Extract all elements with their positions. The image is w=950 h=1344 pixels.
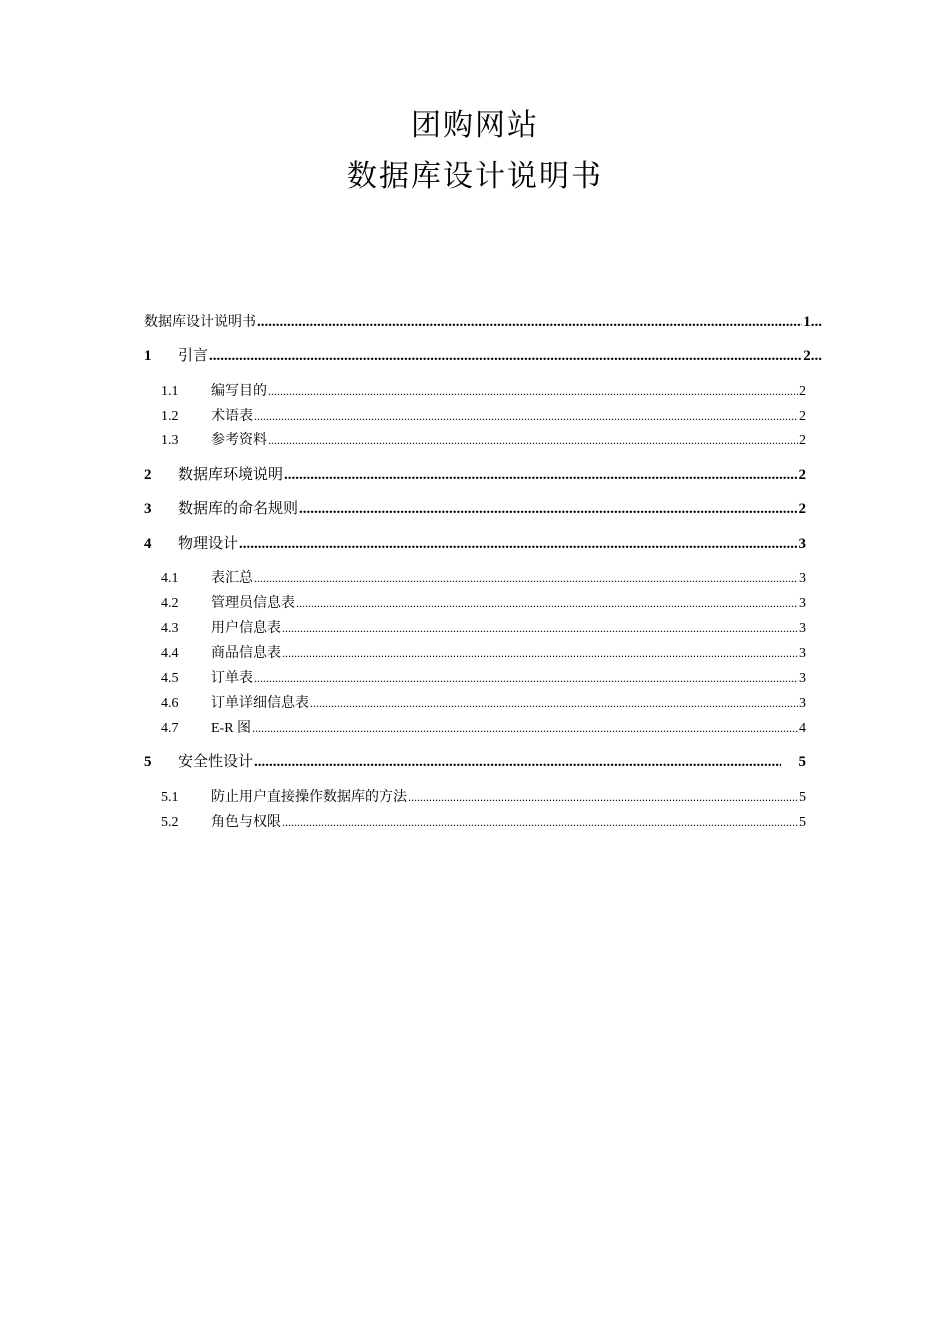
toc-entry-number: 5.2 [161,815,179,830]
toc-entry[interactable] [144,466,806,484]
toc-leader [310,694,798,713]
toc-entry-number: 3 [144,501,152,517]
toc-leader [254,407,798,426]
toc-entry[interactable] [144,500,806,518]
toc-leader [252,719,798,738]
toc-entry[interactable] [144,347,822,365]
toc-entry-label: 物理设计 [178,536,239,552]
toc-leader [254,669,798,688]
toc-entry-number: 4.2 [161,596,179,611]
toc-entry[interactable] [144,535,806,553]
toc-leader [282,644,798,663]
toc-entry[interactable] [161,569,806,588]
toc-entry-label: 数据库环境说明 [178,467,284,483]
toc-entry-page: 2 [799,384,806,399]
toc-entry[interactable] [161,619,806,638]
toc-leader [282,813,798,832]
toc-entry-label: 角色与权限 [211,815,281,830]
toc-entry-label: 表汇总 [211,571,253,586]
toc-entry[interactable] [161,594,806,613]
toc-entry-label: 术语表 [211,409,253,424]
toc-entry-label: 引言 [178,348,209,364]
toc-entry-label: 数据库设计说明书 [144,314,256,330]
toc-entry-label: 订单详细信息表 [211,696,309,711]
toc-entry-page: 3 [799,621,806,636]
toc-entry-label: 编写目的 [211,384,267,399]
toc-entry-number: 4.3 [161,621,179,636]
toc-leader [299,500,797,518]
toc-entry-label: 订单表 [211,671,253,686]
toc-entry-label: 管理员信息表 [211,596,295,611]
toc-entry[interactable] [161,788,806,807]
toc-entry-page: 3 [799,671,806,686]
toc-entry-number: 1.1 [161,384,179,399]
toc-entry-number: 5 [144,754,152,770]
document-title-line1: 团购网站 [411,108,539,143]
toc-leader [408,788,798,807]
toc-entry[interactable] [161,669,806,688]
toc-entry-number: 4.7 [161,721,179,736]
toc-entry[interactable] [161,813,806,832]
toc-leader [239,535,797,553]
toc-entry-number: 5.1 [161,790,179,805]
toc-entry-page: 3 [799,696,806,711]
toc-entry-page: 3 [798,536,806,552]
toc-entry-page: 2 [799,409,806,424]
toc-entry-page: 3 [799,571,806,586]
toc-entry-page: 2 [798,467,806,483]
document-title-line2: 数据库设计说明书 [347,159,603,194]
toc-entry-label: 防止用户直接操作数据库的方法 [211,790,407,805]
toc-entry-label: E-R 图 [211,721,252,736]
toc-entry[interactable] [161,431,806,450]
toc-leader [268,382,798,401]
toc-leader [284,466,797,484]
toc-entry[interactable] [161,382,806,401]
toc-entry[interactable] [144,313,822,331]
toc-entry-page: 2 [798,501,806,517]
toc-entry-page: 4 [799,721,806,736]
toc-entry[interactable] [161,644,806,663]
toc-entry[interactable] [161,719,806,738]
toc-entry-label: 数据库的命名规则 [178,501,299,517]
toc-entry-page: 5 [799,790,806,805]
toc-leader [254,569,798,588]
toc-entry[interactable] [144,753,806,771]
toc-entry-label: 用户信息表 [211,621,281,636]
toc-leader [254,753,780,771]
toc-leader [257,313,802,331]
toc-entry-label: 安全性设计 [178,754,254,770]
toc-entry-page: 5 [799,815,806,830]
toc-entry-label: 商品信息表 [211,646,281,661]
toc-entry-label: 参考资料 [211,433,267,448]
toc-leader [209,347,802,365]
toc-entry-page: 5 [798,754,806,770]
toc-entry-number: 1 [144,348,152,364]
toc-entry-page: 3 [799,596,806,611]
toc-entry-number: 4.4 [161,646,179,661]
toc-entry-number: 2 [144,467,152,483]
toc-leader [296,594,798,613]
toc-leader [268,431,798,450]
toc-entry-number: 1.3 [161,433,179,448]
toc-entry-page: 2... [803,348,822,364]
toc-entry-number: 1.2 [161,409,179,424]
toc-entry-number: 4.5 [161,671,179,686]
toc-entry[interactable] [161,694,806,713]
toc-entry-number: 4 [144,536,152,552]
toc-entry-page: 1... [803,314,822,330]
toc-leader [282,619,798,638]
toc-entry[interactable] [161,407,806,426]
toc-entry-page: 2 [799,433,806,448]
toc-entry-number: 4.1 [161,571,179,586]
toc-entry-number: 4.6 [161,696,179,711]
toc-entry-page: 3 [799,646,806,661]
